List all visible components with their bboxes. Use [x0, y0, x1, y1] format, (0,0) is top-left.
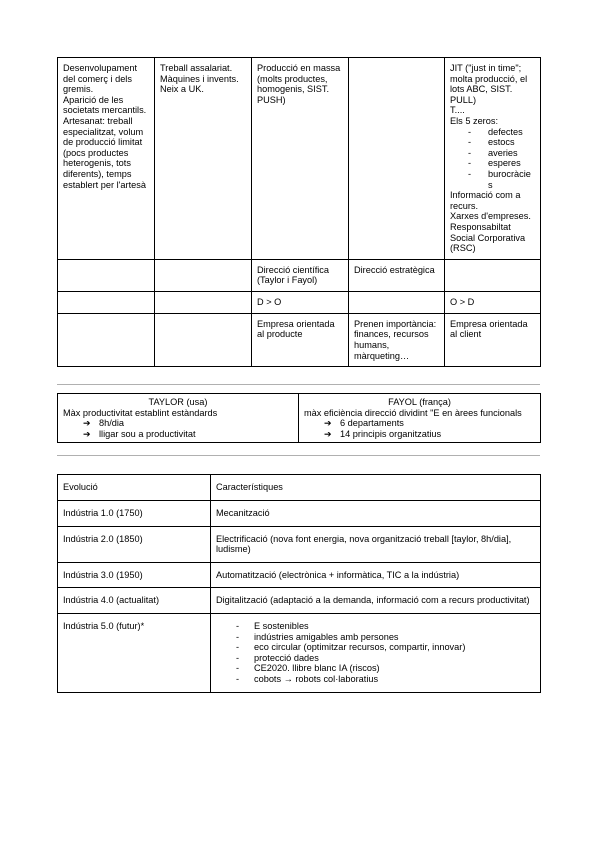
- taylor-desc: Màx productivitat establint estàndards: [63, 407, 218, 418]
- cell-client-oriented: Empresa orientada al client: [445, 313, 541, 366]
- table-row: [58, 291, 541, 313]
- table-row: Indústria 4.0 (actualitat) Digitalització (adaptació a la demanda, informació com a recurs productivitat): [58, 588, 541, 614]
- table-row: Indústria 5.0 (futur)* - E sostenibles - indústries amigables amb persones - eco circular (optimitzar recursos, compartir, innovar) - protecció dades - CE2020. llibre blanc IA (riscos) - cobots → robots col·laboratius: [58, 613, 541, 692]
- fayol-title: FAYOL (frança): [388, 397, 451, 407]
- arrow-right-icon: ➔: [324, 428, 332, 439]
- list-item: - CE2020. llibre blanc IA (riscos): [236, 663, 535, 674]
- header-caracteristiques: Característiques: [211, 475, 541, 501]
- list-item: ➔ 8h/dia: [83, 418, 125, 429]
- cell-strategic-management: Direcció estratègica: [349, 259, 445, 291]
- cell-product-oriented: Empresa orientada al producte: [252, 313, 349, 366]
- industry-revolutions-table: [57, 474, 541, 693]
- divider: [57, 384, 540, 385]
- arrow-right-icon: ➔: [83, 428, 91, 439]
- five-zeros-list: [450, 127, 535, 191]
- table-row: [58, 313, 541, 366]
- cell-taylor: [58, 394, 299, 443]
- table-header-row: [58, 475, 541, 501]
- list-item: - eco circular (optimitzar recursos, compartir, innovar): [236, 642, 535, 653]
- cell-scientific-management: Direcció científica (Taylor i Fayol): [252, 259, 349, 291]
- cell-jit: JIT ("just in time"; molta producció, el lots ABC, SIST. PULL) T.... Els 5 zeros: - defectes - estocs - averies - esperes - burocràcies Informació com a recurs. Xarxes d'empreses. Responsabiltat Social Corporativa (RSC): [445, 58, 541, 260]
- list-item: - protecció dades: [236, 653, 535, 664]
- cell-fayol: [299, 394, 541, 443]
- arrow-right-icon: ➔: [324, 418, 332, 429]
- list-item: - defectes: [468, 127, 535, 138]
- fayol-desc: màx eficiència direcció dividint "E en àrees funcionals: [304, 407, 522, 418]
- list-item: - averies: [468, 148, 535, 159]
- list-item: - esperes: [468, 158, 535, 169]
- table-row: Indústria 2.0 (1850) Electrificació (nova font energia, nova organització treball [taylor, 8h/dia], ludisme): [58, 526, 541, 562]
- list-item: ➔ lligar sou a productivitat: [83, 428, 196, 439]
- taylor-fayol-table: [57, 393, 541, 443]
- list-item: - cobots → robots col·laboratius: [236, 674, 535, 685]
- table-row: Indústria 3.0 (1950) Automatització (electrònica + informàtica, TIC a la indústria): [58, 562, 541, 588]
- table-row: Indústria 1.0 (1750) Mecanització: [58, 501, 541, 527]
- industry5-list: [216, 621, 535, 685]
- arrow-right-icon: ➔: [83, 418, 91, 429]
- table-row: [58, 394, 541, 443]
- cell-crafts: Desenvolupament del comerç i dels gremis. Aparició de les societats mercantils. Artesanat: treball especialitzat, volum de producció limitat (pocs productes heterogenis, tots diferents), temps establert per l'artesà: [58, 58, 155, 260]
- divider: [57, 455, 540, 456]
- cell-d-gt-o: D > O: [252, 291, 349, 313]
- list-item: ➔ 6 departaments: [324, 418, 404, 429]
- list-item: - indústries amigables amb persones: [236, 632, 535, 643]
- list-item: - E sostenibles: [236, 621, 535, 632]
- list-item: - estocs: [468, 137, 535, 148]
- list-item: ➔ 14 principis organitzatius: [324, 428, 442, 439]
- table-row: [58, 58, 541, 260]
- table-row: [58, 259, 541, 291]
- list-item: - burocràcies: [468, 169, 535, 190]
- cell-empty: [349, 58, 445, 260]
- header-evolucio: Evolució: [58, 475, 211, 501]
- cell-mass-production: Producció en massa (molts productes, homogenis, SIST. PUSH): [252, 58, 349, 260]
- cell-wage-labor: Treball assalariat. Màquines i invents. Neix a UK.: [155, 58, 252, 260]
- taylor-title: TAYLOR (usa): [148, 397, 208, 407]
- cell-importance: Prenen importància: finances, recursos humans, màrqueting…: [349, 313, 445, 366]
- industrial-evolution-table: [57, 57, 541, 367]
- cell-o-gt-d: O > D: [445, 291, 541, 313]
